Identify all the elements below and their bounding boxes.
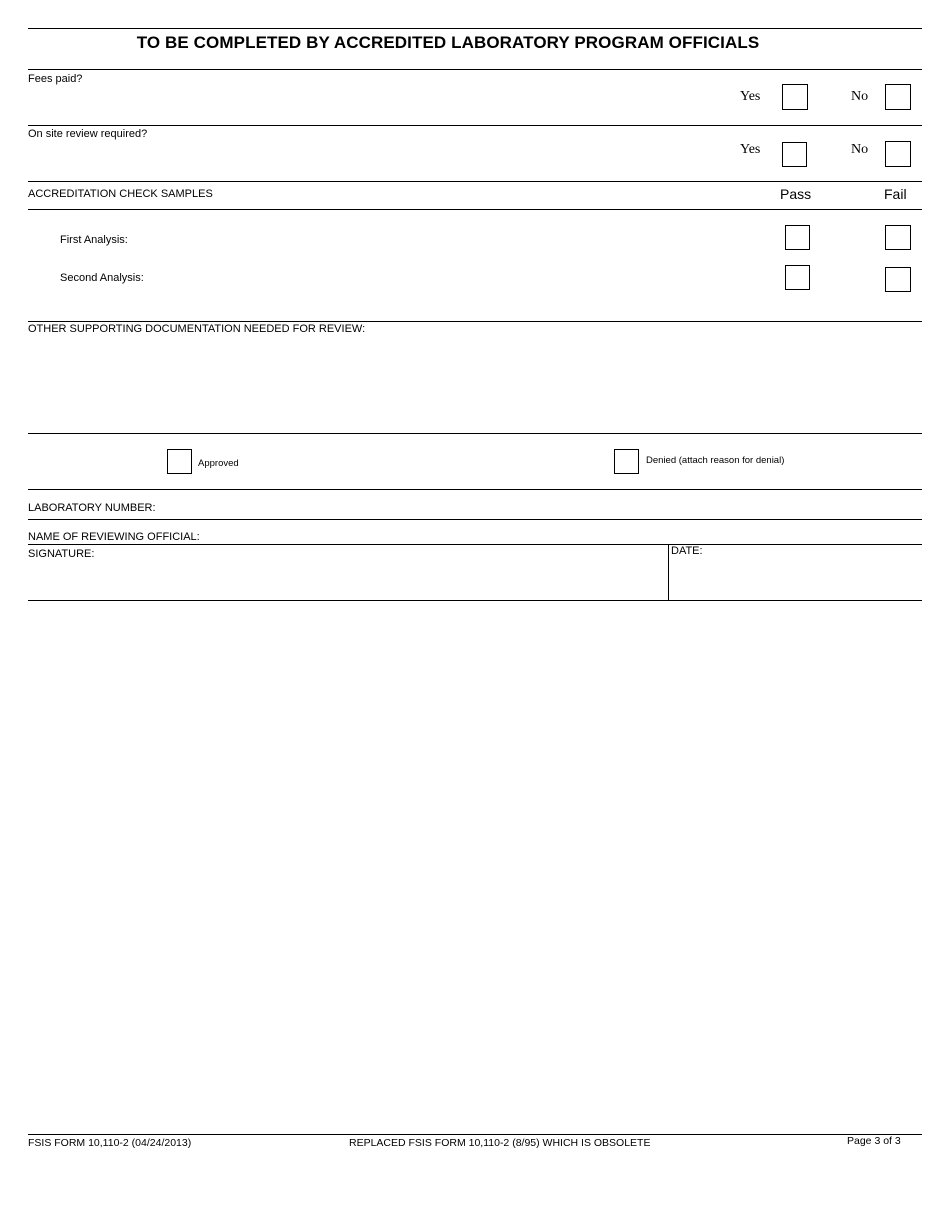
footer-rule bbox=[28, 1134, 922, 1135]
check-samples-header-rule bbox=[28, 209, 922, 210]
pass-column-header: Pass bbox=[780, 186, 812, 202]
date-label: DATE: bbox=[671, 545, 703, 557]
signature-field[interactable] bbox=[28, 562, 664, 598]
form-section-title: TO BE COMPLETED BY ACCREDITED LABORATORY PROGRAM OFFICIALS bbox=[136, 33, 760, 52]
second-analysis-fail-checkbox[interactable] bbox=[885, 267, 911, 292]
reviewer-name-input[interactable] bbox=[205, 528, 859, 544]
fees-paid-no-label: No bbox=[851, 89, 869, 104]
approved-checkbox[interactable] bbox=[167, 449, 192, 474]
other-docs-input[interactable] bbox=[28, 340, 922, 432]
signature-label: SIGNATURE: bbox=[28, 548, 95, 560]
footer-replaced-note: REPLACED FSIS FORM 10,110-2 (8/95) WHICH IS OBSOLETE bbox=[349, 1137, 651, 1149]
on-site-review-no-checkbox[interactable] bbox=[885, 141, 911, 167]
lab-number-label: LABORATORY NUMBER: bbox=[28, 502, 156, 514]
signature-bottom-rule bbox=[28, 600, 922, 601]
reviewer-name-bottom-rule bbox=[28, 544, 922, 545]
denied-label: Denied (attach reason for denial) bbox=[646, 455, 785, 466]
date-input[interactable] bbox=[672, 564, 921, 596]
on-site-review-question: On site review required? bbox=[28, 128, 148, 140]
top-rule bbox=[28, 28, 922, 29]
fail-column-header: Fail bbox=[884, 186, 907, 202]
check-samples-bottom-rule bbox=[28, 321, 922, 322]
fees-paid-question: Fees paid? bbox=[28, 73, 83, 85]
on-site-review-no-label: No bbox=[851, 142, 869, 157]
title-bottom-rule bbox=[28, 69, 922, 70]
fees-paid-yes-label: Yes bbox=[740, 89, 761, 104]
reviewer-name-label: NAME OF REVIEWING OFFICIAL: bbox=[28, 531, 200, 543]
denied-checkbox[interactable] bbox=[614, 449, 639, 474]
on-site-review-yes-checkbox[interactable] bbox=[782, 142, 807, 167]
first-analysis-pass-checkbox[interactable] bbox=[785, 225, 810, 250]
on-site-review-bottom-rule bbox=[28, 181, 922, 182]
footer-page-number: Page 3 of 3 bbox=[847, 1135, 901, 1147]
check-samples-heading: ACCREDITATION CHECK SAMPLES bbox=[28, 188, 213, 200]
lab-number-bottom-rule bbox=[28, 519, 922, 520]
approved-label: Approved bbox=[198, 458, 239, 469]
second-analysis-label: Second Analysis: bbox=[60, 272, 144, 284]
first-analysis-label: First Analysis: bbox=[60, 234, 128, 246]
signature-date-divider bbox=[668, 544, 669, 600]
fees-paid-bottom-rule bbox=[28, 125, 922, 126]
fees-paid-yes-checkbox[interactable] bbox=[782, 84, 808, 110]
footer-form-id: FSIS FORM 10,110-2 (04/24/2013) bbox=[28, 1137, 192, 1149]
second-analysis-pass-checkbox[interactable] bbox=[785, 265, 810, 290]
other-docs-bottom-rule bbox=[28, 433, 922, 434]
fees-paid-no-checkbox[interactable] bbox=[885, 84, 911, 110]
on-site-review-yes-label: Yes bbox=[740, 142, 761, 157]
other-docs-heading: OTHER SUPPORTING DOCUMENTATION NEEDED FOR REVIEW: bbox=[28, 323, 366, 335]
lab-number-input[interactable] bbox=[160, 499, 864, 517]
decision-bottom-rule bbox=[28, 489, 922, 490]
first-analysis-fail-checkbox[interactable] bbox=[885, 225, 911, 250]
